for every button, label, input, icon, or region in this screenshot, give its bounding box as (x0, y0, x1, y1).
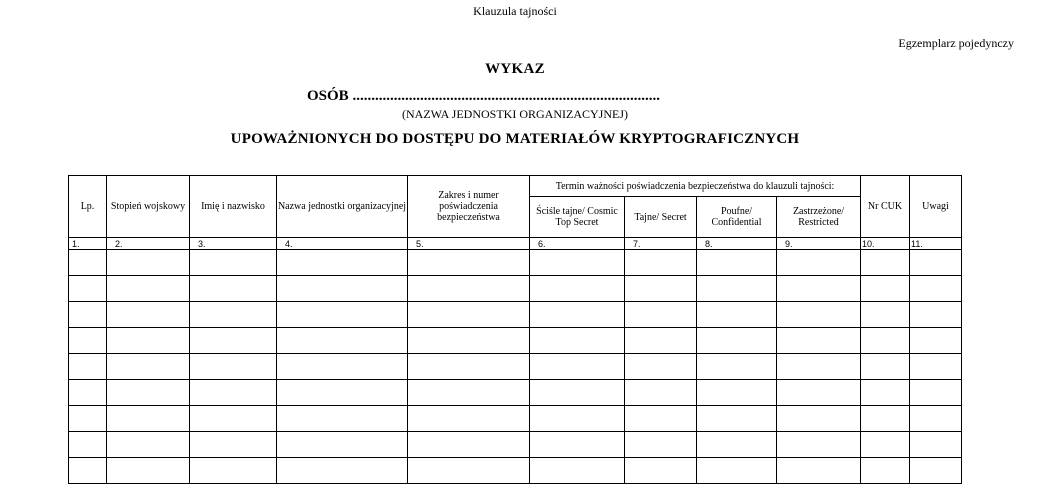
table-cell[interactable] (697, 354, 777, 380)
table-cell[interactable] (107, 406, 190, 432)
table-cell[interactable] (910, 354, 962, 380)
column-number: 9. (777, 238, 861, 250)
col-header-restricted: Zastrzeżone/ Restricted (777, 197, 861, 238)
table-cell[interactable] (277, 328, 408, 354)
table-cell[interactable] (910, 302, 962, 328)
table-cell[interactable] (910, 432, 962, 458)
col-header-notes: Uwagi (910, 176, 962, 238)
table-cell[interactable] (190, 406, 277, 432)
table-cell[interactable] (277, 406, 408, 432)
column-number: 1. (69, 238, 107, 250)
table-cell[interactable] (697, 380, 777, 406)
table-cell[interactable] (697, 250, 777, 276)
col-header-secret: Tajne/ Secret (625, 197, 697, 238)
table-cell[interactable] (277, 458, 408, 484)
table-cell[interactable] (107, 328, 190, 354)
table-cell[interactable] (408, 458, 530, 484)
table-cell[interactable] (190, 380, 277, 406)
column-number: 2. (107, 238, 190, 250)
table-cell[interactable] (190, 250, 277, 276)
document-subtitle: UPOWAŻNIONYCH DO DOSTĘPU DO MATERIAŁÓW KRYPTOGRAFICZNYCH (230, 131, 800, 147)
table-cell[interactable] (408, 432, 530, 458)
table-cell[interactable] (697, 458, 777, 484)
table-row (69, 302, 962, 328)
table-cell[interactable] (625, 380, 697, 406)
title-osob-line (307, 88, 660, 105)
table-cell[interactable] (530, 380, 625, 406)
table-cell[interactable] (530, 302, 625, 328)
table-cell[interactable] (861, 406, 910, 432)
org-name-caption: (NAZWA JEDNOSTKI ORGANIZACYJNEJ) (402, 107, 628, 121)
table-cell[interactable] (910, 380, 962, 406)
table-cell[interactable] (697, 432, 777, 458)
table-cell[interactable] (861, 432, 910, 458)
table-cell[interactable] (530, 250, 625, 276)
table-cell[interactable] (408, 276, 530, 302)
column-number-row (69, 238, 962, 250)
col-header-lp: Lp. (69, 176, 107, 238)
table-cell[interactable] (910, 458, 962, 484)
table-cell[interactable] (625, 458, 697, 484)
table-cell[interactable] (277, 276, 408, 302)
col-header-confidential: Poufne/ Confidential (697, 197, 777, 238)
table-cell[interactable] (408, 328, 530, 354)
col-header-cuk: Nr CUK (861, 176, 910, 238)
column-number: 10. (861, 238, 910, 250)
table-cell[interactable] (69, 458, 107, 484)
table-cell[interactable] (777, 302, 861, 328)
table-cell[interactable] (190, 302, 277, 328)
table-cell[interactable] (625, 302, 697, 328)
table-cell[interactable] (861, 302, 910, 328)
table-cell[interactable] (408, 354, 530, 380)
table-cell[interactable] (530, 354, 625, 380)
table-cell[interactable] (530, 406, 625, 432)
table-cell[interactable] (69, 380, 107, 406)
table-cell[interactable] (861, 328, 910, 354)
table-header-row (69, 176, 962, 197)
table-cell[interactable] (107, 354, 190, 380)
column-number: 3. (190, 238, 277, 250)
col-header-rank: Stopień wojskowy (107, 176, 190, 238)
table-row (69, 276, 962, 302)
table-cell[interactable] (69, 250, 107, 276)
table-cell[interactable] (277, 432, 408, 458)
table-cell[interactable] (69, 276, 107, 302)
table-cell[interactable] (190, 354, 277, 380)
title-osob-label: OSÓB (307, 88, 349, 104)
table-cell[interactable] (190, 328, 277, 354)
table-cell[interactable] (530, 458, 625, 484)
table-row (69, 458, 962, 484)
table-cell[interactable] (277, 380, 408, 406)
table-cell[interactable] (69, 432, 107, 458)
table-cell[interactable] (107, 432, 190, 458)
column-number: 4. (277, 238, 408, 250)
table-cell[interactable] (190, 458, 277, 484)
table-cell[interactable] (69, 302, 107, 328)
table-cell[interactable] (107, 276, 190, 302)
table-cell[interactable] (277, 250, 408, 276)
table-cell[interactable] (107, 380, 190, 406)
table-cell[interactable] (625, 354, 697, 380)
table-cell[interactable] (530, 432, 625, 458)
table-cell[interactable] (625, 432, 697, 458)
table-cell[interactable] (190, 432, 277, 458)
table-cell[interactable] (777, 276, 861, 302)
column-number: 6. (530, 238, 625, 250)
table-cell[interactable] (107, 250, 190, 276)
column-number: 7. (625, 238, 697, 250)
table-cell[interactable] (625, 328, 697, 354)
table-cell[interactable] (408, 406, 530, 432)
table-cell[interactable] (107, 458, 190, 484)
table-cell[interactable] (697, 276, 777, 302)
table-cell[interactable] (408, 250, 530, 276)
table-cell[interactable] (910, 276, 962, 302)
col-header-validity-group: Termin ważności poświadczenia bezpieczeństwa do klauzuli tajności: (530, 176, 861, 197)
table-cell[interactable] (530, 328, 625, 354)
table-cell[interactable] (861, 276, 910, 302)
col-header-name: Imię i nazwisko (190, 176, 277, 238)
table-cell[interactable] (408, 380, 530, 406)
table-cell[interactable] (277, 354, 408, 380)
table-cell[interactable] (861, 458, 910, 484)
table-cell[interactable] (777, 406, 861, 432)
table-cell[interactable] (625, 276, 697, 302)
table-cell[interactable] (697, 328, 777, 354)
table-cell[interactable] (697, 406, 777, 432)
table-cell[interactable] (777, 250, 861, 276)
table-cell[interactable] (190, 276, 277, 302)
table-row (69, 354, 962, 380)
table-cell[interactable] (777, 432, 861, 458)
table-cell[interactable] (408, 302, 530, 328)
table-row (69, 406, 962, 432)
table-cell[interactable] (910, 328, 962, 354)
table-cell[interactable] (625, 406, 697, 432)
table-cell[interactable] (861, 354, 910, 380)
table-cell[interactable] (277, 302, 408, 328)
column-number: 5. (408, 238, 530, 250)
table-cell[interactable] (625, 250, 697, 276)
table-row (69, 432, 962, 458)
document-title: WYKAZ (485, 61, 545, 77)
table-cell[interactable] (69, 354, 107, 380)
table-cell[interactable] (697, 302, 777, 328)
column-number: 8. (697, 238, 777, 250)
table-cell[interactable] (777, 380, 861, 406)
table-cell[interactable] (861, 380, 910, 406)
col-header-top-secret: Ściśle tajne/ Cosmic Top Secret (530, 197, 625, 238)
copy-note: Egzemplarz pojedynczy (898, 36, 1014, 50)
table-cell[interactable] (777, 354, 861, 380)
table-row (69, 380, 962, 406)
column-number: 11. (910, 238, 962, 250)
table-cell[interactable] (69, 406, 107, 432)
table-cell[interactable] (861, 250, 910, 276)
table-cell[interactable] (530, 276, 625, 302)
table-cell[interactable] (910, 250, 962, 276)
table-cell[interactable] (910, 406, 962, 432)
col-header-scope: Zakres i numer poświadczenia bezpieczeństwa (408, 176, 530, 238)
table-cell[interactable] (777, 458, 861, 484)
table-row (69, 250, 962, 276)
org-name-fill-line: .................................................................................. (352, 88, 660, 104)
authorized-persons-table (68, 175, 962, 484)
col-header-unit: Nazwa jednostki organizacyjnej (277, 176, 408, 238)
table-cell[interactable] (69, 328, 107, 354)
table-cell[interactable] (107, 302, 190, 328)
table-cell[interactable] (777, 328, 861, 354)
classification-clause: Klauzula tajności (473, 4, 557, 18)
table-row (69, 328, 962, 354)
